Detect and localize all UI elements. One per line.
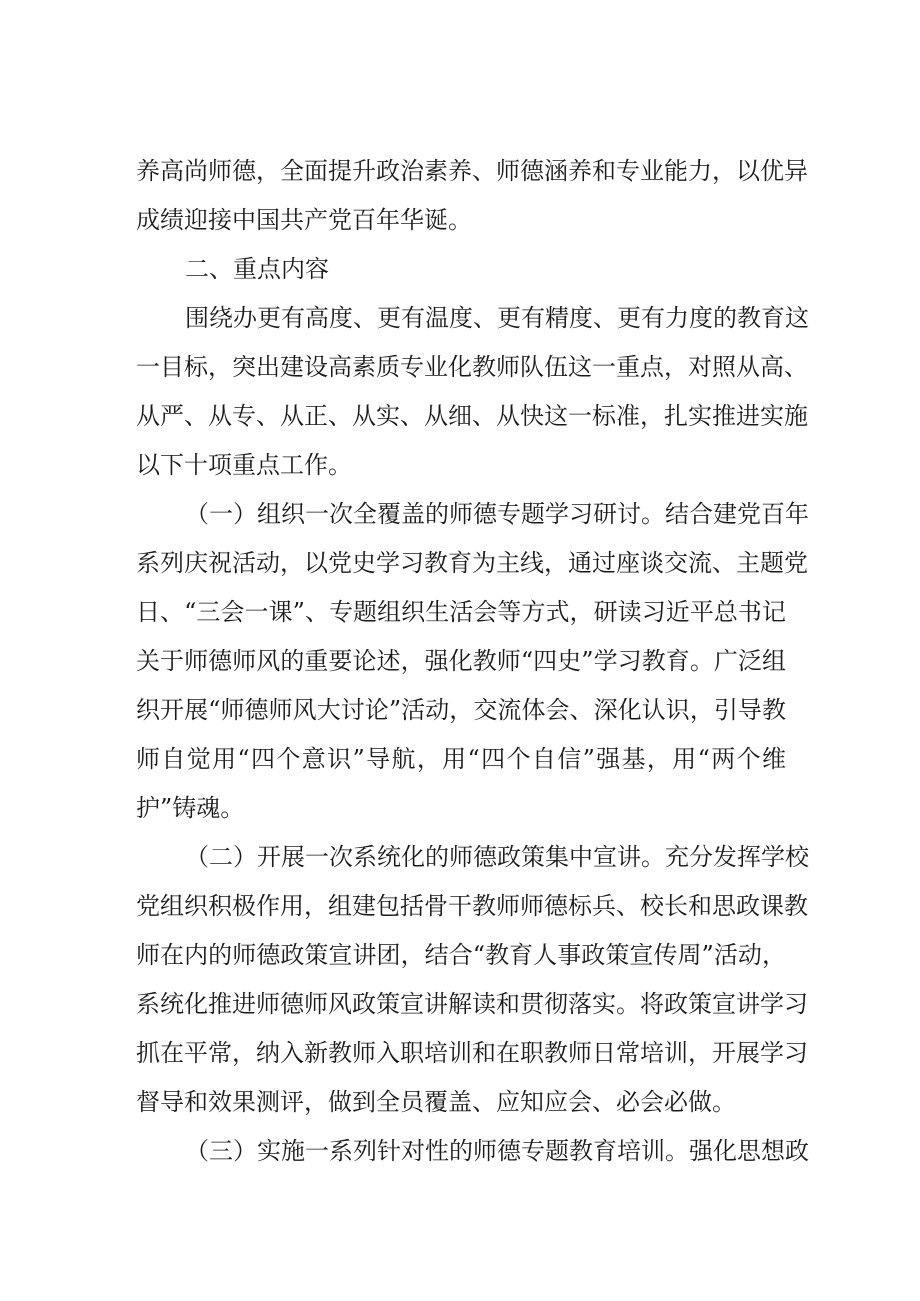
text-line: 日、“三会一课”、专题组织生活会等方式，研读习近平总书记 <box>136 598 786 626</box>
text-line: 一目标，突出建设高素质专业化教师队伍这一重点，对照从高、 <box>136 353 808 381</box>
text-line: 督导和效果测评，做到全员覆盖、应知应会、必会必做。 <box>136 1088 736 1116</box>
text-line: 师在内的师德政策宣讲团，结合“教育人事政策宣传周”活动， <box>136 941 786 969</box>
text-line: （一）组织一次全覆盖的师德专题学习研讨。结合建党百年 <box>185 500 809 528</box>
text-line: 从严、从专、从正、从实、从细、从快这一标准，扎实推进实施 <box>136 402 808 430</box>
text-line: 系统化推进师德师风政策宣讲解读和贯彻落实。将政策宣讲学习 <box>136 990 808 1018</box>
text-line: 织开展“师德师风大讨论”活动，交流体会、深化认识，引导教 <box>136 696 786 724</box>
text-line: 以下十项重点工作。 <box>136 451 352 479</box>
text-line: （二）开展一次系统化的师德政策集中宣讲。充分发挥学校 <box>185 843 809 871</box>
section-heading: 二、重点内容 <box>185 255 329 283</box>
text-line: 养高尚师德，全面提升政治素养、师德涵养和专业能力，以优异 <box>136 157 808 185</box>
text-line: 成绩迎接中国共产党百年华诞。 <box>136 206 472 234</box>
text-line: 护”铸魂。 <box>136 794 245 822</box>
text-line: 师自觉用“四个意识”导航，用“四个自信”强基，用“两个维 <box>136 745 786 773</box>
text-line: 围绕办更有高度、更有温度、更有精度、更有力度的教育这 <box>185 304 809 332</box>
text-line: 党组织积极作用，组建包括骨干教师师德标兵、校长和思政课教 <box>136 892 808 920</box>
text-line: 系列庆祝活动，以党史学习教育为主线，通过座谈交流、主题党 <box>136 549 808 577</box>
text-line: 关于师德师风的重要论述，强化教师“四史”学习教育。广泛组 <box>136 647 786 675</box>
text-line: 抓在平常，纳入新教师入职培训和在职教师日常培训，开展学习 <box>136 1039 808 1067</box>
text-line: （三）实施一系列针对性的师德专题教育培训。强化思想政 <box>185 1137 809 1165</box>
